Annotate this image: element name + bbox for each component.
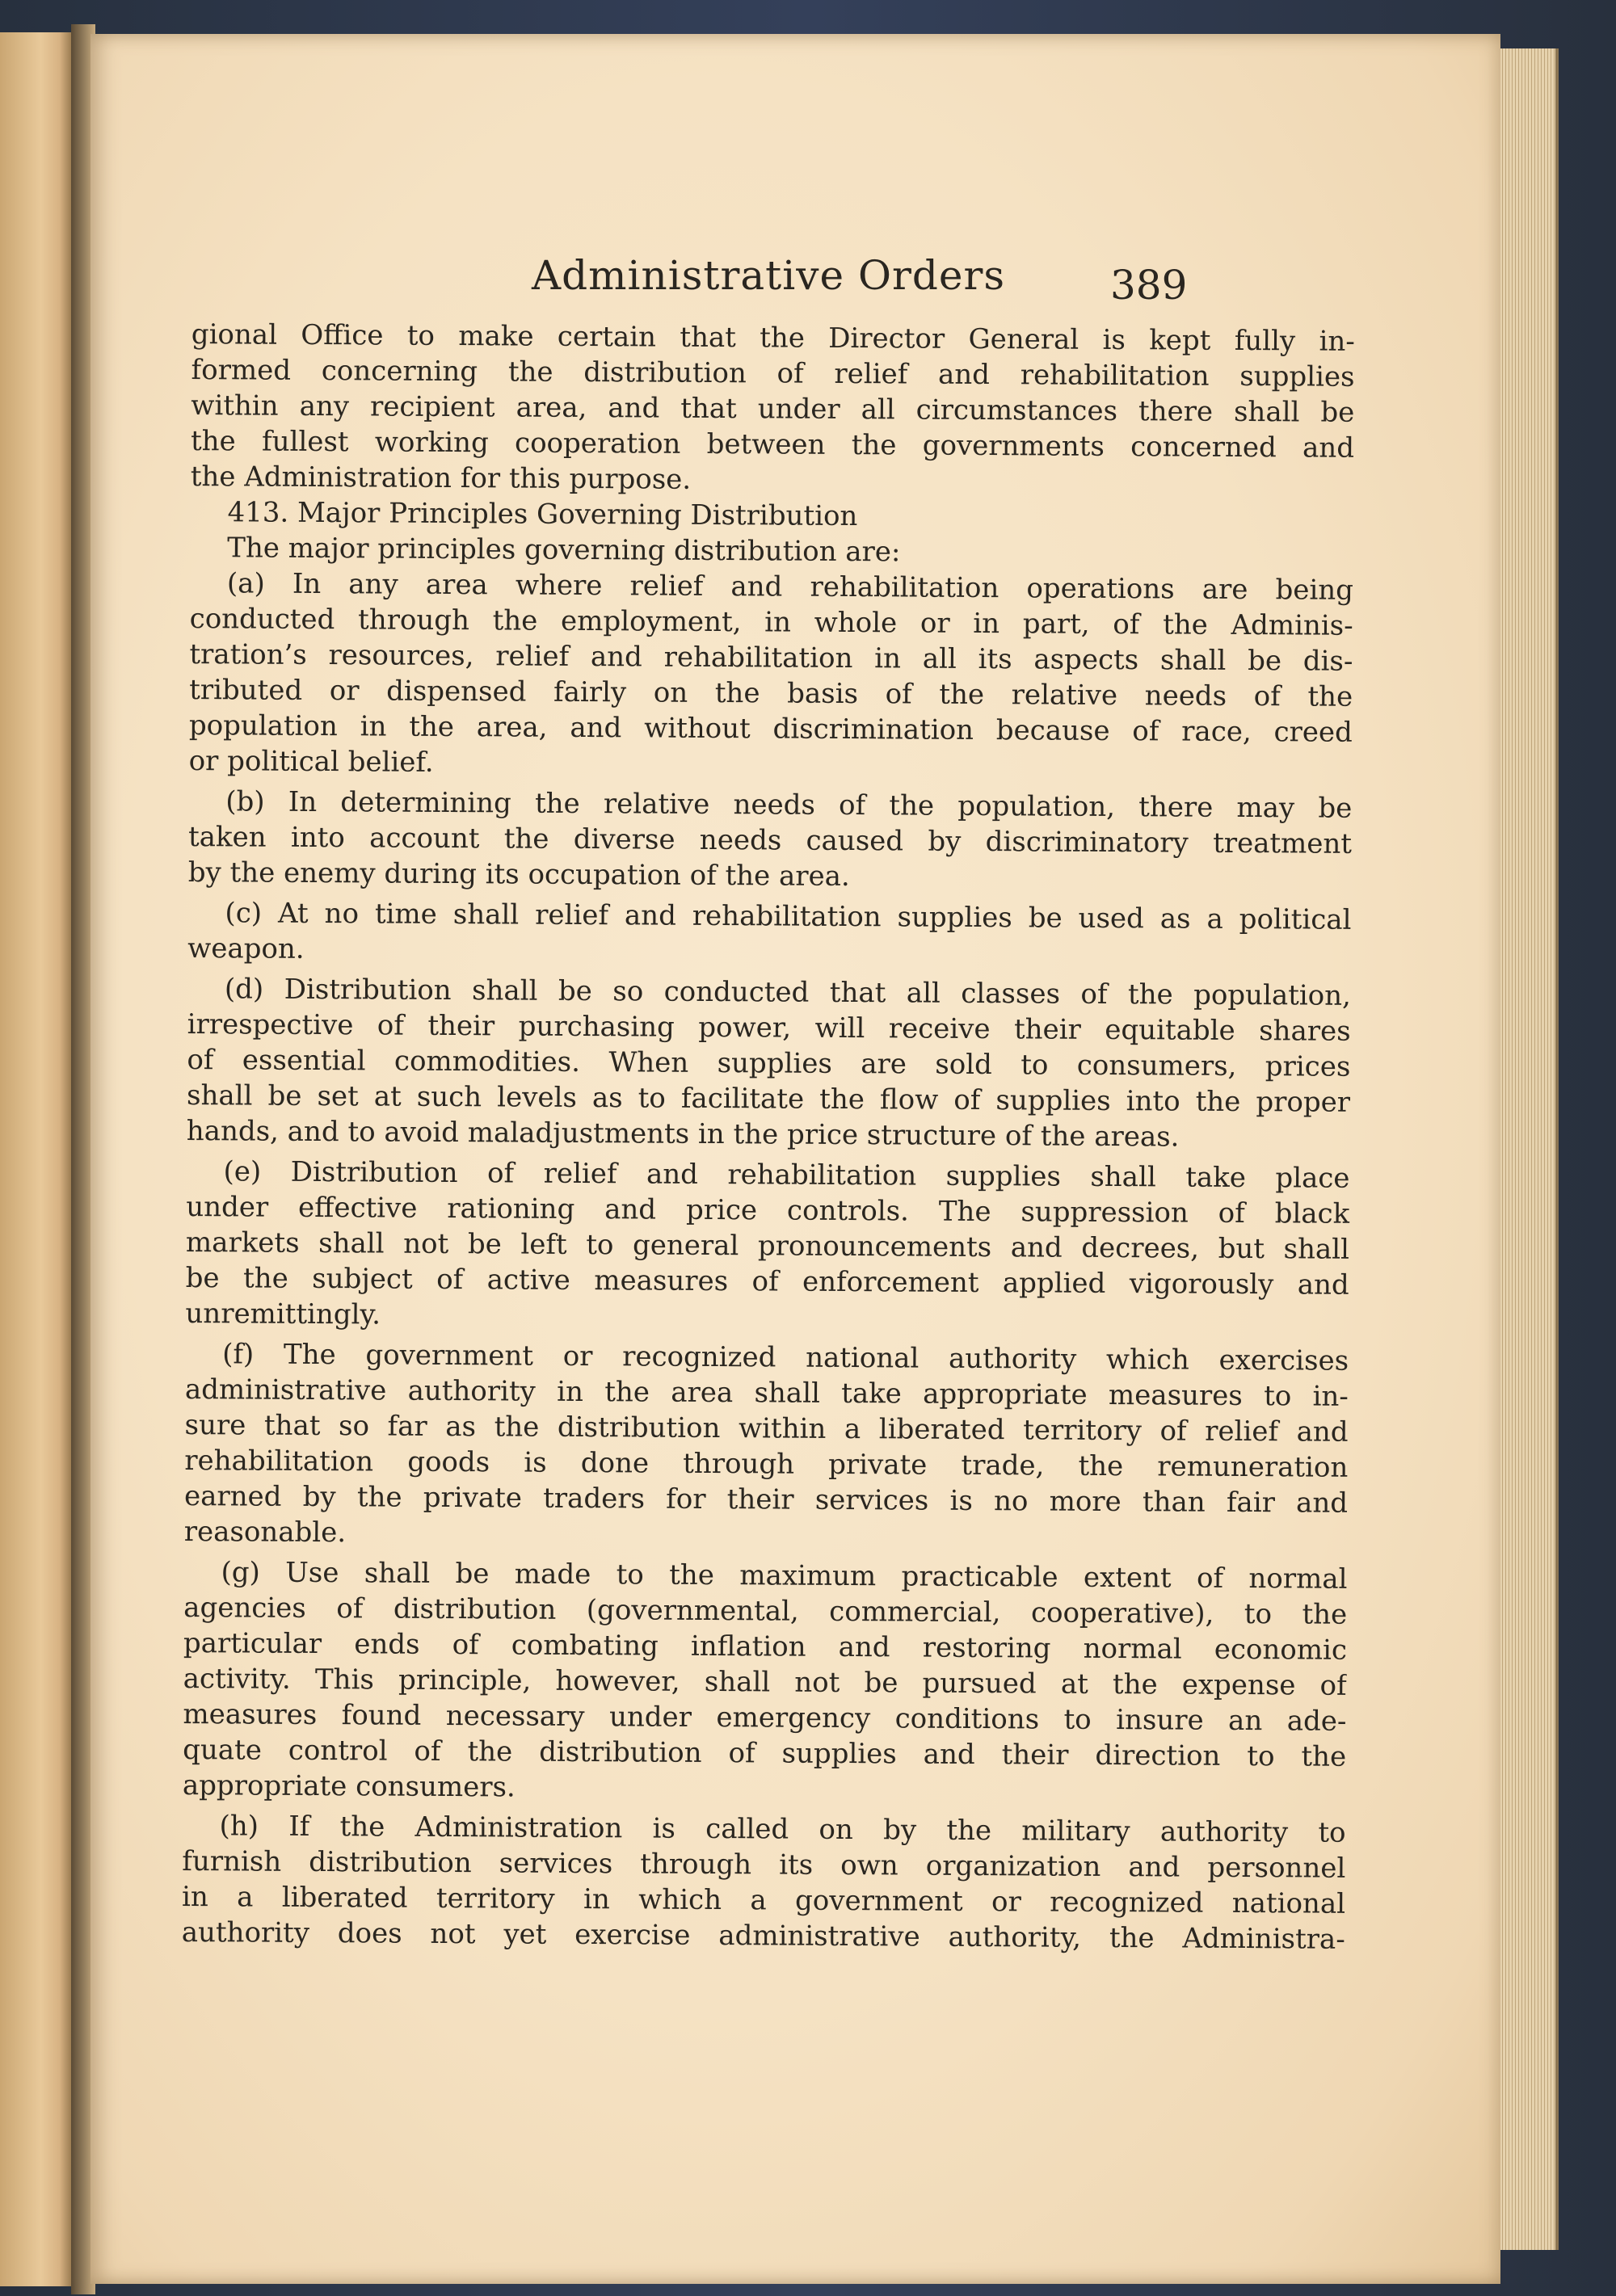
text-line: earned by the private traders for their services is no more than fair and [183, 1479, 1349, 1520]
page-number: 389 [1110, 262, 1188, 309]
principle-e [185, 1154, 1349, 1339]
body-text [180, 317, 1355, 2214]
principle-h [182, 1808, 1346, 1957]
text-line: particular ends of combating inflation and restoring normal economic [183, 1626, 1348, 1667]
text-line: rehabilitation goods is done through private trade, the remuneration [184, 1444, 1349, 1484]
principle-g [183, 1554, 1348, 1810]
text-line: reasonable. [183, 1515, 347, 1550]
text-line: administrative authority in the area shall take appropriate measures to in- [184, 1373, 1349, 1413]
text-line: (a) In any area where relief and rehabilitation operations are being [226, 567, 1354, 607]
running-header [90, 252, 1500, 317]
text-line: population in the area, and without discrimination because of race, creed [188, 709, 1353, 749]
text-line: tributed or dispensed fairly on the basis of the relative needs of the [189, 673, 1353, 713]
text-line: be the subject of active measures of enforcement applied vigorously and [185, 1261, 1349, 1301]
text-line: sure that so far as the distribution within a liberated territory of relief and [184, 1408, 1349, 1449]
paragraph-continuation [191, 317, 1355, 502]
text-line: activity. This principle, however, shall not be pursued at the expense of [183, 1662, 1347, 1702]
text-line: conducted through the employment, in whole or in part, of the Adminis- [189, 602, 1353, 642]
principle-d [187, 971, 1351, 1156]
text-line: measures found necessary under emergency conditions to insure an ade- [183, 1697, 1347, 1738]
text-line: or political belief. [188, 744, 434, 779]
text-line: the fullest working cooperation between the governments concerned and [190, 424, 1355, 465]
text-line: gional Office to make certain that the Director General is kept fully in- [191, 317, 1355, 358]
text-line: by the enemy during its occupation of the area. [187, 856, 850, 893]
text-line: hands, and to avoid maladjustments in the price structure of the areas. [186, 1114, 1180, 1154]
text-line: the Administration for this purpose. [190, 460, 692, 496]
principle-b [188, 784, 1353, 898]
running-title: Administrative Orders [532, 252, 1006, 299]
text-line: markets shall not be left to general pronouncements and decrees, but shall [185, 1226, 1350, 1266]
section-heading-text: 413. Major Principles Governing Distribution [227, 496, 858, 533]
text-line: tration’s resources, relief and rehabilitation in all its aspects shall be dis- [189, 637, 1353, 678]
text-line: shall be set at such levels as to facilitate the flow of supplies into the proper [186, 1079, 1351, 1119]
text-line: appropriate consumers. [182, 1768, 516, 1804]
principle-c [187, 895, 1352, 973]
text-line: The major principles governing distribution are: [227, 532, 901, 569]
text-line: irrespective of their purchasing power, will receive their equitable shares [187, 1007, 1351, 1048]
text-line: taken into account the diverse needs caused by discriminatory treatment [187, 820, 1353, 860]
principle-f [184, 1336, 1349, 1557]
text-line: agencies of distribution (governmental, commercial, cooperative), to the [183, 1591, 1348, 1631]
text-line: unremittingly. [185, 1297, 381, 1331]
text-line: under effective rationing and price controls. The suppression of black [186, 1190, 1350, 1230]
text-line: (h) If the Administration is called on by the military authority to [219, 1810, 1346, 1849]
principle-a [189, 566, 1354, 786]
text-line: of essential commodities. When supplies are sold to consumers, prices [187, 1043, 1351, 1083]
text-line: authority does not yet exercise administrative authority, the Administra- [181, 1915, 1345, 1956]
text-line: within any recipient area, and that under all circumstances there shall be [191, 389, 1355, 429]
text-line: formed concerning the distribution of relief and rehabilitation supplies [191, 353, 1355, 393]
text-line: quate control of the distribution of supplies and their direction to the [183, 1733, 1347, 1773]
text-line: furnish distribution services through its own organization and personnel [182, 1844, 1346, 1885]
text-line: (b) In determining the relative needs of the population, there may be [225, 785, 1353, 825]
text-line: (g) Use shall be made to the maximum practicable extent of normal [221, 1556, 1348, 1596]
text-line: in a liberated territory in which a government or recognized national [181, 1880, 1346, 1920]
book-page [90, 34, 1500, 2284]
text-line: (f) The government or recognized national authority which exercises [222, 1338, 1349, 1377]
facing-page-edge [0, 32, 74, 2286]
text-line: (d) Distribution shall be so conducted that all classes of the population, [224, 973, 1352, 1012]
text-line: weapon. [187, 931, 305, 965]
text-line: (e) Distribution of relief and rehabilitation supplies shall take place [223, 1155, 1350, 1195]
text-line: (c) At no time shall relief and rehabilitation supplies be used as a political [225, 897, 1352, 936]
